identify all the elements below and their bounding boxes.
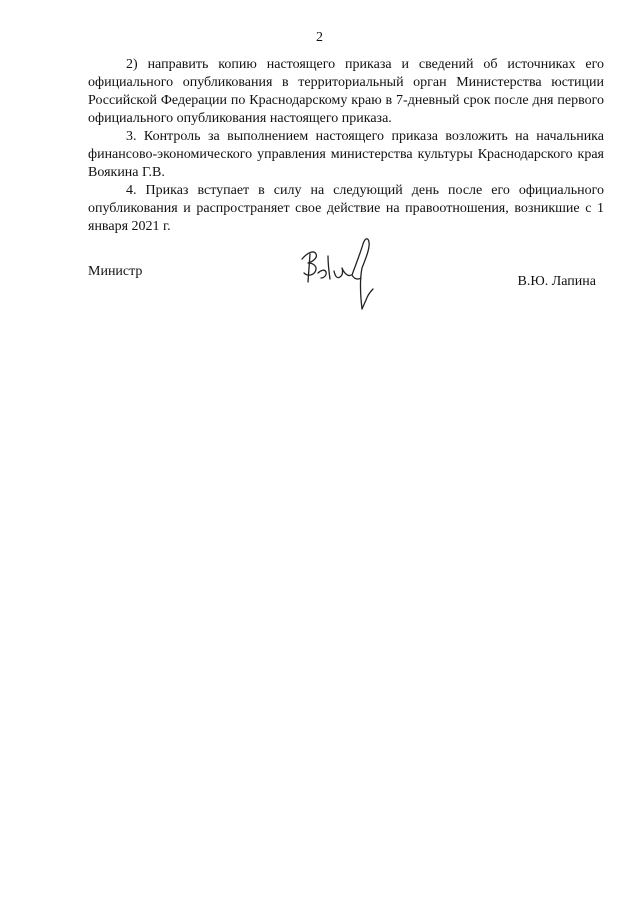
paragraph-item-4: 4. Приказ вступает в силу на следующий день после его официального опубликования и распространяет свое действие на правоотношения, возникшие с 1 января 2021 г. — [88, 183, 604, 234]
signer-position: Министр — [88, 264, 143, 279]
document-body — [88, 56, 604, 236]
page-number: 2 — [316, 30, 323, 45]
paragraph-item-2: 2) направить копию настоящего приказа и сведений об источниках его официального опубликования в территориальный орган Министерства юстиции Российской Федерации по Краснодарскому краю в 7-дневный срок после дня первого официального опубликования настоящего приказа. — [88, 57, 604, 126]
signer-name: В.Ю. Лапина — [517, 274, 596, 289]
signature-block — [88, 234, 604, 324]
handwritten-signature-icon — [294, 234, 384, 322]
paragraph-item-3: 3. Контроль за выполнением настоящего приказа возложить на начальника финансово-экономического управления министерства культуры Краснодарского края Воякина Г.В. — [88, 129, 604, 180]
